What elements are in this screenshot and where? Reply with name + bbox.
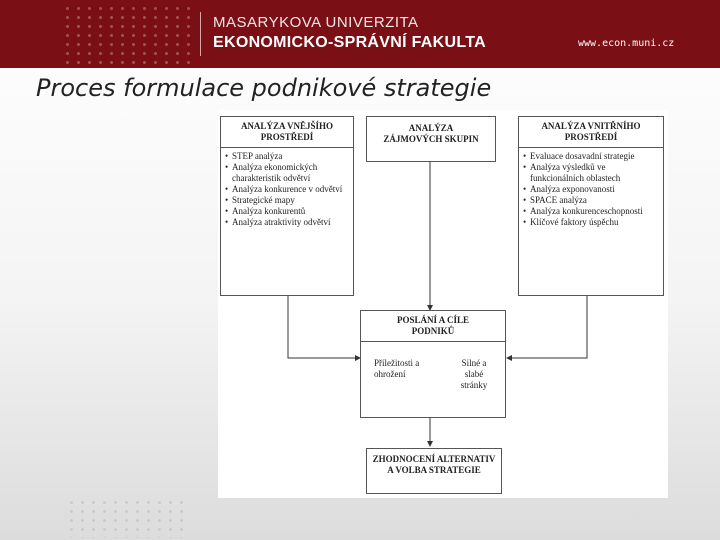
external-analysis-box	[220, 116, 354, 296]
list-item: • Analýza konkurenceschopnosti	[523, 206, 659, 217]
stakeholder-analysis-box	[366, 116, 496, 162]
header-divider	[200, 12, 201, 56]
list-item: • Evaluace dosavadní strategie	[523, 151, 659, 162]
stakeholder-analysis-heading: ANALÝZA ZÁJMOVÝCH SKUPIN	[383, 123, 479, 144]
list-item: • SPACE analýza	[523, 195, 659, 206]
list-item: • Analýza atraktivity odvětví	[225, 217, 349, 228]
list-item: • Analýza konkurentů	[225, 206, 349, 217]
list-item: • Strategické mapy	[225, 195, 349, 206]
website-url[interactable]: www.econ.muni.cz	[578, 38, 675, 49]
external-analysis-list	[221, 148, 353, 228]
list-item: • Klíčové faktory úspěchu	[523, 217, 659, 228]
mission-goals-heading: POSLÁNÍ A CÍLE PODNIKŮ	[361, 311, 505, 342]
external-analysis-heading: ANALÝZA VNĚJŠÍHO PROSTŘEDÍ	[221, 117, 353, 148]
faculty-name: EKONOMICKO-SPRÁVNÍ FAKULTA	[213, 34, 486, 51]
list-item: • Analýza ekonomických charakteristik odvětví	[225, 162, 349, 184]
internal-analysis-box	[518, 116, 664, 296]
evaluation-box	[366, 448, 502, 494]
slide-title: Proces formulace podnikové strategie	[36, 74, 492, 102]
arrow-external-to-mission	[288, 296, 360, 358]
university-name: MASARYKOVA UNIVERZITA	[213, 14, 419, 31]
arrow-internal-to-mission	[507, 296, 587, 358]
logo-dot-pattern	[62, 4, 192, 64]
evaluation-heading: ZHODNOCENÍ ALTERNATIV A VOLBA STRATEGIE	[372, 454, 496, 475]
internal-analysis-list	[519, 148, 663, 228]
strengths-weaknesses-label: Silné a slabé stránky	[460, 358, 488, 390]
internal-analysis-heading: ANALÝZA VNITŘNÍHO PROSTŘEDÍ	[519, 117, 663, 148]
footer-dot-pattern	[66, 498, 186, 538]
list-item: • Analýza konkurence v odvětví	[225, 184, 349, 195]
strategy-process-diagram	[218, 110, 668, 498]
opportunities-threats-label: Příležitosti a ohrožení	[374, 358, 420, 379]
list-item: • Analýza exponovanosti	[523, 184, 659, 195]
list-item: • Analýza výsledků ve funkcionálních oblastech	[523, 162, 659, 184]
list-item: • STEP analýza	[225, 151, 349, 162]
header-bar	[0, 0, 720, 68]
